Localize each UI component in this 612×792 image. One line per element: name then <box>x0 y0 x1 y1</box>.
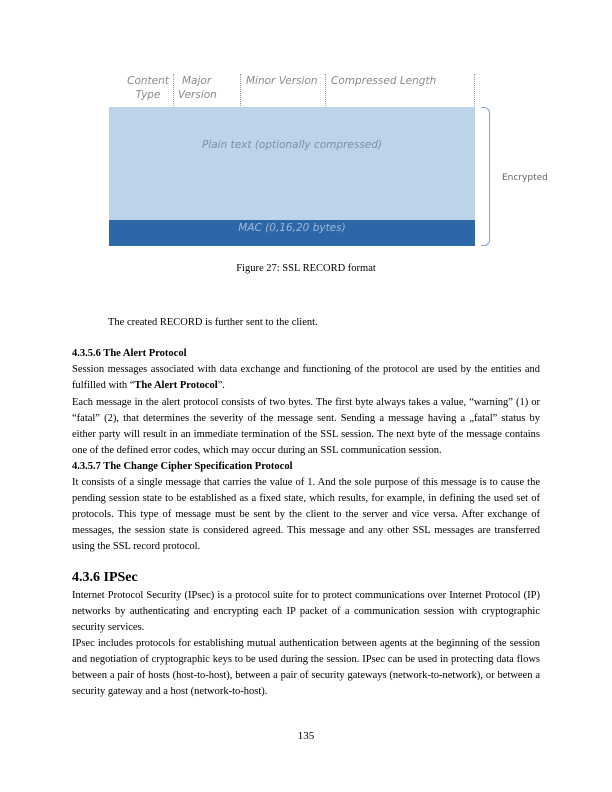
alert-p1-bold: The Alert Protocol <box>134 380 218 391</box>
content-type-header <box>124 74 172 106</box>
encrypted-label: Encrypted <box>502 173 548 183</box>
major-version-line1: Major <box>182 75 212 87</box>
header-right-border <box>474 74 475 106</box>
ipsec-paragraph-2: IPsec includes protocols for establishing mutual authentication between agents at the beginning of the session and negotiation of cryptographic keys to be used during the session. IPsec can be used in protecting data flows between a pair of hosts (host-to-host), between a pair of security gateways (network-to-network), or between a security gateway and a host (network-to-host). <box>72 638 540 697</box>
alert-p1-prefix: Session messages associated with data exchange and functioning of the protocol are used by the entities and fulfilled with “ <box>72 364 540 391</box>
intro-paragraph: The created RECORD is further sent to the client. <box>108 317 318 328</box>
ccs-paragraph: It consists of a single message that carries the value of 1. And the sole purpose of this message is to cause the pending session state to be established as a fixed state, which results, for example, in defining the used set of protocols. This type of message must be sent by the client to the server and vice versa. After exchange of messages, the session state is considered agreed. This message and any other SSL messages are transferred using the SSL record protocol. <box>72 477 540 552</box>
alert-p1-suffix: ”. <box>217 380 225 391</box>
content-type-line2: Type <box>135 89 161 101</box>
alert-paragraph-2: Each message in the alert protocol consists of two bytes. The first byte always takes a value, “warning” (1) or “fatal” (2), that determines the severity of the message sent. Sending a message having a „fatal” status by either party will result in an immediate termination of the SSL session. The next byte of the message contains one of the defined error codes, which may occur during an SSL communication session. <box>72 397 540 456</box>
mac-label: MAC (0,16,20 bytes) <box>238 222 346 234</box>
compressed-length-header <box>325 74 479 106</box>
plain-text-block <box>109 107 475 220</box>
alert-heading: 4.3.5.6 The Alert Protocol <box>72 348 187 359</box>
plain-text-label: Plain text (optionally compressed) <box>202 139 382 151</box>
minor-version-label: Minor Version <box>246 75 318 87</box>
mac-block <box>109 220 475 246</box>
ipsec-paragraph-1: Internet Protocol Security (IPsec) is a protocol suite for to protect communications over Internet Protocol (IP) networks by authenticating and encrypting each IP packet of a communication session with cryptographic security services. <box>72 590 540 633</box>
encrypted-brace <box>481 107 490 246</box>
content-type-line1: Content <box>127 75 169 87</box>
minor-version-header <box>240 74 328 106</box>
ccs-heading: 4.3.5.7 The Change Cipher Specification Protocol <box>72 461 293 472</box>
compressed-length-label: Compressed Length <box>331 75 437 87</box>
major-version-line2: Version <box>178 89 217 101</box>
page-number: 135 <box>297 730 315 742</box>
figure-caption: Figure 27: SSL RECORD format <box>236 263 376 274</box>
major-version-header <box>173 74 240 106</box>
alert-paragraph-1 <box>72 362 540 394</box>
ipsec-heading: 4.3.6 IPSec <box>72 570 138 585</box>
ssl-record-figure <box>0 0 612 260</box>
